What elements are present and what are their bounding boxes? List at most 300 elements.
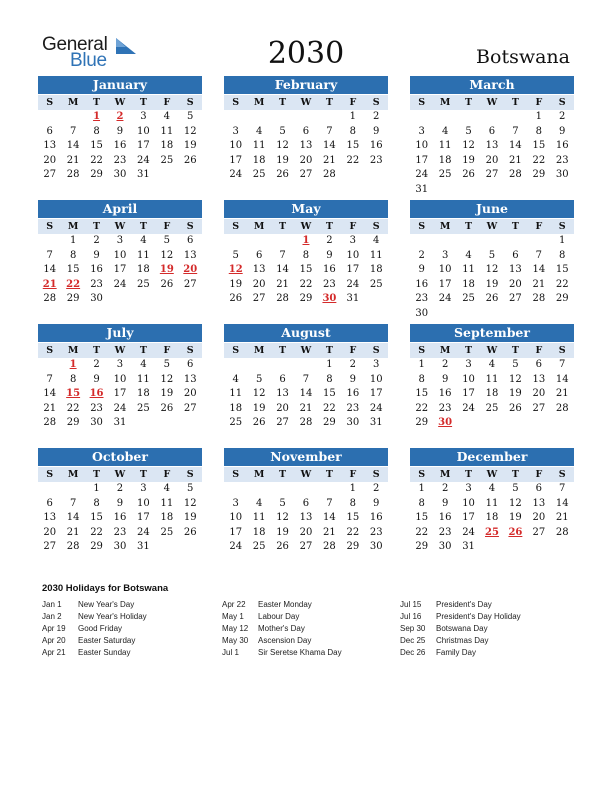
day-cell: 23: [113, 154, 127, 166]
day-cell: [480, 110, 503, 125]
week-row: [38, 154, 202, 169]
day-cell: 25: [229, 417, 243, 429]
weekday-label: T: [139, 97, 147, 108]
day-cell: 23: [323, 278, 336, 290]
weekday-label: T: [93, 97, 101, 108]
day-cell: [132, 416, 155, 431]
day-cell: 10: [438, 264, 452, 276]
day-cell: 11: [137, 373, 150, 385]
week-row: [38, 358, 202, 373]
day-cell: 21: [555, 388, 569, 400]
day-cell: 7: [326, 497, 333, 509]
weekday-label: S: [372, 469, 380, 480]
day-cell: 18: [485, 512, 499, 524]
day-cell: 13: [532, 373, 546, 385]
day-cell: 26: [160, 402, 174, 414]
day-cell: 24: [438, 293, 452, 305]
day-cell: 4: [140, 359, 147, 370]
weekday-label: F: [349, 469, 357, 480]
weekday-label: F: [535, 221, 543, 232]
day-cell: 22: [90, 154, 103, 166]
day-cell: 8: [418, 373, 425, 385]
day-cell: 8: [93, 125, 100, 137]
day-cell: 13: [509, 264, 522, 276]
day-cell: [480, 234, 503, 249]
week-row: [38, 373, 202, 388]
day-cell: 17: [113, 264, 127, 276]
weekday-label: W: [300, 221, 312, 232]
weekday-label: T: [93, 221, 101, 232]
weekday-label: W: [300, 345, 312, 356]
day-cell: 21: [323, 526, 336, 538]
day-cell: [457, 183, 480, 198]
week-row: [410, 511, 574, 526]
weekday-label: F: [349, 345, 357, 356]
day-cell: 23: [555, 154, 569, 166]
day-cell: [527, 416, 550, 431]
day-cell: 15: [346, 512, 360, 524]
day-cell: [551, 183, 574, 198]
weekday-label: W: [114, 97, 126, 108]
weekday-label: M: [439, 221, 451, 232]
day-cell: 27: [532, 402, 546, 414]
day-cell: 26: [183, 154, 197, 166]
weekday-label: T: [279, 345, 287, 356]
day-cell: 3: [441, 249, 449, 261]
day-cell: [365, 292, 388, 307]
day-cell: 8: [69, 249, 77, 261]
day-cell: 15: [415, 512, 429, 524]
day-cell: 13: [276, 388, 289, 400]
day-cell: 28: [276, 293, 289, 305]
day-cell: 29: [415, 417, 429, 429]
weekday-label: W: [486, 221, 498, 232]
weekday-label: S: [232, 469, 240, 480]
day-cell: 29: [415, 541, 429, 553]
day-cell: [480, 416, 503, 431]
day-cell: [551, 416, 574, 431]
calendar-year: 2030: [267, 36, 345, 71]
weekday-label: T: [511, 97, 519, 108]
day-cell: 27: [183, 278, 197, 290]
day-cell: [271, 482, 294, 497]
day-cell: [433, 234, 456, 249]
day-cell: 9: [93, 373, 100, 385]
day-cell: 18: [252, 154, 266, 166]
holiday-day-cell: 12: [228, 264, 243, 276]
weekday-label: S: [186, 469, 194, 480]
weekday-label: S: [46, 469, 54, 480]
day-cell: 13: [183, 249, 197, 261]
day-cell: 12: [276, 512, 289, 524]
holiday-date: Dec 25: [400, 636, 426, 645]
day-cell: 21: [509, 154, 522, 166]
day-cell: 4: [488, 483, 496, 494]
week-row: [38, 416, 202, 431]
day-cell: [294, 110, 317, 125]
holiday-day-cell: 1: [69, 359, 77, 370]
day-cell: 9: [373, 125, 380, 137]
day-cell: 13: [485, 140, 499, 152]
day-cell: 30: [438, 541, 452, 553]
day-cell: 10: [346, 249, 360, 261]
day-cell: 23: [346, 402, 360, 414]
day-cell: 25: [438, 169, 452, 181]
day-cell: 17: [137, 140, 150, 152]
week-row: [38, 249, 202, 264]
day-cell: 16: [369, 512, 383, 524]
day-cell: 17: [137, 512, 150, 524]
week-row: [224, 292, 388, 307]
day-cell: 30: [90, 293, 103, 305]
day-cell: [179, 168, 202, 183]
day-cell: 10: [462, 373, 475, 385]
week-row: [224, 278, 388, 293]
week-row: [410, 154, 574, 169]
day-cell: 8: [93, 497, 100, 509]
day-cell: 10: [137, 125, 150, 137]
day-cell: 24: [113, 278, 127, 290]
weekday-label: T: [465, 221, 473, 232]
day-cell: 11: [485, 497, 499, 509]
day-cell: 4: [255, 125, 263, 137]
day-cell: 29: [90, 541, 103, 553]
holiday-entry: [400, 599, 521, 611]
weekday-label: M: [439, 345, 451, 356]
day-cell: 15: [532, 140, 546, 152]
day-cell: 14: [532, 264, 546, 276]
day-cell: 30: [415, 307, 429, 319]
day-cell: 17: [462, 512, 475, 524]
day-cell: 19: [485, 278, 499, 290]
day-cell: 27: [299, 541, 313, 553]
day-cell: [271, 358, 294, 373]
weekday-label: M: [67, 97, 79, 108]
day-cell: [179, 292, 202, 307]
day-cell: [224, 110, 247, 125]
day-cell: 2: [326, 235, 333, 246]
day-cell: 22: [555, 278, 569, 290]
day-cell: [457, 110, 480, 125]
day-cell: 20: [276, 402, 289, 414]
day-cell: 30: [555, 169, 569, 181]
day-cell: 13: [299, 512, 313, 524]
day-cell: 11: [485, 373, 499, 385]
day-cell: 16: [369, 140, 383, 152]
day-cell: 13: [252, 264, 266, 276]
day-cell: 26: [462, 169, 475, 181]
week-row: [410, 402, 574, 417]
day-cell: 1: [418, 483, 425, 494]
day-cell: [318, 110, 341, 125]
holiday-date: Jul 16: [400, 612, 422, 621]
weekday-label: S: [232, 221, 240, 232]
weekday-label: S: [46, 345, 54, 356]
day-cell: 3: [373, 359, 380, 370]
day-cell: 18: [462, 278, 475, 290]
day-cell: 23: [369, 154, 383, 166]
day-cell: 28: [555, 402, 569, 414]
holiday-entry: [400, 635, 521, 647]
day-cell: 21: [532, 278, 546, 290]
day-cell: 6: [302, 125, 310, 137]
day-cell: 29: [346, 541, 360, 553]
week-row: [38, 402, 202, 417]
day-cell: [179, 416, 202, 431]
day-cell: 14: [43, 264, 57, 276]
day-cell: 30: [90, 417, 103, 429]
holiday-date: Jan 1: [42, 600, 62, 609]
day-cell: 3: [465, 359, 472, 370]
day-cell: 15: [90, 512, 103, 524]
weekday-label: T: [139, 345, 147, 356]
day-cell: 28: [299, 417, 313, 429]
day-cell: [527, 540, 550, 555]
day-cell: 5: [232, 249, 239, 261]
day-cell: 7: [46, 249, 53, 261]
day-cell: 27: [509, 293, 522, 305]
day-cell: 2: [93, 235, 100, 246]
weekday-label: S: [46, 97, 54, 108]
holiday-entry: [222, 599, 342, 611]
day-cell: 16: [415, 278, 429, 290]
holiday-day-cell: 30: [322, 293, 337, 305]
day-cell: 12: [276, 140, 289, 152]
day-cell: [551, 540, 574, 555]
day-cell: 23: [90, 402, 103, 414]
day-cell: 28: [323, 169, 336, 181]
day-cell: 31: [137, 541, 150, 553]
weekday-label: W: [486, 345, 498, 356]
day-cell: [504, 234, 527, 249]
day-cell: 8: [535, 125, 542, 137]
day-cell: 7: [302, 373, 310, 385]
day-cell: 17: [229, 154, 243, 166]
day-cell: [527, 307, 550, 322]
day-cell: [480, 307, 503, 322]
day-cell: 22: [346, 526, 360, 538]
day-cell: 14: [276, 264, 289, 276]
weekday-label: W: [486, 469, 498, 480]
week-row: [410, 387, 574, 402]
day-cell: 23: [113, 526, 127, 538]
week-row: [224, 402, 388, 417]
day-cell: 17: [369, 388, 383, 400]
day-cell: 10: [113, 249, 127, 261]
day-cell: 26: [183, 526, 197, 538]
week-row: [410, 234, 574, 249]
day-cell: 29: [532, 169, 546, 181]
day-cell: [271, 110, 294, 125]
weekday-label: W: [486, 97, 498, 108]
week-row: [38, 387, 202, 402]
day-cell: 20: [252, 278, 266, 290]
day-cell: 21: [66, 154, 80, 166]
weekday-label: F: [163, 469, 171, 480]
holiday-name: Mother's Day: [258, 624, 305, 633]
day-cell: 9: [326, 249, 333, 261]
weekday-header-row: [38, 95, 202, 110]
day-cell: 17: [438, 278, 452, 290]
day-cell: 2: [559, 111, 566, 122]
week-row: [410, 110, 574, 125]
month-august: [224, 324, 388, 431]
day-cell: 16: [346, 388, 360, 400]
day-cell: 25: [252, 541, 266, 553]
weekday-header-row: [410, 219, 574, 234]
month-december: [410, 448, 574, 555]
weekday-header-row: [38, 467, 202, 482]
day-cell: 4: [465, 249, 472, 261]
day-cell: 31: [113, 417, 127, 429]
day-cell: 19: [229, 278, 243, 290]
holiday-date: Jul 1: [222, 648, 239, 657]
week-row: [38, 168, 202, 183]
month-title: January: [38, 76, 202, 94]
day-cell: [247, 234, 270, 249]
month-title: July: [38, 324, 202, 342]
weekday-label: S: [232, 97, 240, 108]
day-cell: 21: [276, 278, 289, 290]
day-cell: 5: [187, 111, 194, 122]
holiday-column: [222, 599, 342, 659]
day-cell: 8: [349, 125, 356, 137]
weekday-label: F: [349, 221, 357, 232]
holiday-name: Labour Day: [258, 612, 300, 621]
day-cell: 11: [252, 512, 266, 524]
weekday-label: M: [67, 469, 79, 480]
day-cell: [61, 110, 84, 125]
day-cell: 27: [276, 417, 289, 429]
day-cell: 3: [116, 235, 124, 246]
week-row: [410, 249, 574, 264]
week-row: [224, 511, 388, 526]
day-cell: 6: [46, 125, 53, 137]
day-cell: 4: [163, 483, 170, 494]
month-november: [224, 448, 388, 555]
day-cell: [457, 307, 480, 322]
week-row: [410, 168, 574, 183]
holiday-date: May 12: [222, 624, 249, 633]
day-cell: 9: [116, 497, 124, 509]
month-september: [410, 324, 574, 431]
weekday-label: T: [511, 221, 519, 232]
week-row: [224, 416, 388, 431]
day-cell: 6: [488, 125, 496, 137]
day-cell: 3: [465, 483, 472, 494]
day-cell: 30: [369, 541, 383, 553]
holiday-day-cell: 20: [183, 264, 198, 276]
day-cell: 27: [485, 169, 499, 181]
holiday-name: President's Day: [436, 600, 492, 609]
week-row: [410, 125, 574, 140]
holiday-date: Jan 2: [42, 612, 62, 621]
holiday-column: [400, 599, 521, 659]
weekday-label: S: [46, 221, 54, 232]
day-cell: 25: [462, 293, 475, 305]
holiday-day-cell: 22: [66, 278, 81, 290]
day-cell: [318, 482, 341, 497]
weekday-label: S: [558, 345, 566, 356]
day-cell: 18: [229, 402, 243, 414]
day-cell: 29: [66, 417, 80, 429]
day-cell: 28: [43, 417, 57, 429]
day-cell: [247, 482, 270, 497]
week-row: [224, 358, 388, 373]
weekday-label: S: [418, 221, 426, 232]
week-row: [410, 416, 574, 431]
day-cell: 24: [137, 526, 150, 538]
day-cell: 7: [326, 125, 333, 137]
weekday-label: M: [253, 469, 265, 480]
holiday-name: Christmas Day: [436, 636, 489, 645]
weekday-label: T: [279, 469, 287, 480]
logo-text-general: General: [42, 34, 108, 55]
day-cell: 27: [532, 526, 546, 538]
day-cell: 30: [113, 169, 127, 181]
day-cell: 9: [373, 497, 380, 509]
weekday-label: S: [372, 97, 380, 108]
day-cell: 7: [559, 483, 566, 494]
month-title: March: [410, 76, 574, 94]
day-cell: 13: [532, 497, 546, 509]
day-cell: 7: [279, 249, 286, 261]
month-july: [38, 324, 202, 431]
day-cell: 1: [418, 359, 425, 370]
holiday-date: Sep 30: [400, 624, 426, 633]
day-cell: 19: [183, 512, 197, 524]
day-cell: 26: [276, 169, 289, 181]
weekday-label: M: [253, 345, 265, 356]
day-cell: 8: [349, 497, 356, 509]
week-row: [410, 540, 574, 555]
weekday-label: F: [163, 97, 171, 108]
day-cell: [132, 292, 155, 307]
weekday-header-row: [410, 95, 574, 110]
day-cell: [504, 183, 527, 198]
holiday-entry: [42, 635, 147, 647]
day-cell: 20: [299, 526, 313, 538]
holiday-entry: [400, 611, 521, 623]
day-cell: 21: [299, 402, 313, 414]
day-cell: 16: [323, 264, 336, 276]
day-cell: 20: [509, 278, 522, 290]
day-cell: 6: [535, 483, 542, 494]
weekday-label: T: [93, 469, 101, 480]
day-cell: [108, 292, 131, 307]
holiday-date: Dec 26: [400, 648, 426, 657]
holiday-entry: [42, 599, 147, 611]
holiday-name: Easter Sunday: [78, 648, 131, 657]
weekday-label: T: [465, 97, 473, 108]
day-cell: [224, 358, 247, 373]
week-row: [410, 183, 574, 198]
day-cell: 28: [66, 541, 80, 553]
day-cell: 12: [183, 125, 197, 137]
weekday-label: W: [114, 469, 126, 480]
holiday-name: Good Friday: [78, 624, 123, 633]
day-cell: 15: [346, 140, 360, 152]
week-row: [224, 263, 388, 278]
weekday-header-row: [224, 343, 388, 358]
day-cell: 2: [116, 483, 124, 494]
day-cell: 2: [418, 249, 425, 261]
weekday-label: S: [418, 469, 426, 480]
day-cell: 22: [66, 402, 80, 414]
day-cell: [179, 540, 202, 555]
day-cell: 2: [441, 359, 449, 370]
day-cell: 4: [163, 111, 170, 122]
